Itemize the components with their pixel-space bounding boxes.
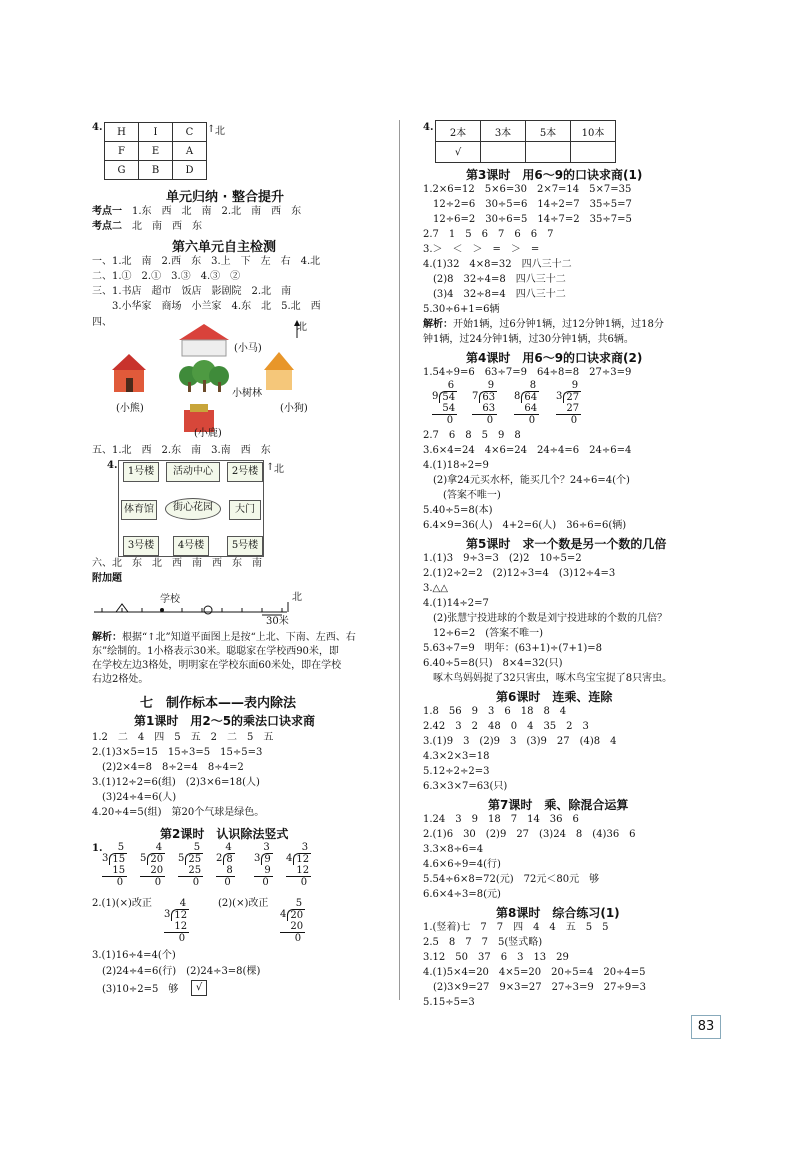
test-line-5: 四、 — [92, 317, 112, 328]
kaodian1-text: 1.东 西 北 南 2.北 南 西 东 — [132, 206, 302, 217]
r-line-10: 开始1辆，过6分钟1辆，过12分钟1辆，过18分 — [453, 319, 664, 330]
scale-label: 30米 — [266, 616, 289, 627]
test-line-7: 六、北 东 北 西 南 西 东 南 — [92, 558, 262, 569]
long-division — [178, 842, 203, 888]
kaodian1-label: 考点一 — [92, 206, 122, 217]
analysis-line-4: 右边2格处。 — [92, 674, 149, 685]
r-line-31: 3.(1)9 3 (2)9 3 (3)9 27 (4)8 4 — [423, 736, 617, 747]
r-line-25: 12÷6=2 (答案不唯一) — [423, 628, 544, 639]
l2-q3-line-3: (3)10÷2=5 够 — [92, 984, 179, 995]
test-line-4: 3.小华家 商场 小兰家 4.东 北 5.北 西 — [92, 301, 321, 312]
campus-q-label: 4. — [107, 460, 118, 471]
label-bear: (小熊) — [116, 403, 144, 414]
test-line-2: 二、1.① 2.① 3.③ 4.③ ② — [92, 271, 241, 282]
kaodian2-text: 北 南 西 东 — [132, 221, 202, 232]
books-cell: 10本 — [571, 121, 616, 142]
test-line-1: 一、1.北 南 2.西 东 3.上 下 左 右 4.北 — [92, 256, 321, 267]
r-line-38: 4.6×6÷9=4(行) — [423, 859, 501, 870]
r-line-6: 4.(1)32 4×8=32 四八三十二 — [423, 259, 572, 270]
campus-north-arrow-icon: ↑ — [266, 462, 275, 473]
div-quotient: 4 — [179, 898, 187, 909]
div-remainder: 0 — [116, 877, 124, 888]
books-cell: 5本 — [526, 121, 571, 142]
north-label: 北 — [215, 126, 225, 137]
grid-cell: A — [173, 142, 207, 161]
r-line-36: 2.(1)6 30 (2)9 27 (3)24 8 (4)36 6 — [423, 829, 636, 840]
div-divisor: 4 — [286, 853, 293, 864]
building-4: 4号楼 — [173, 536, 209, 556]
long-division — [556, 380, 581, 426]
div-dividend: 20 — [287, 909, 305, 921]
r-line-21: 2.(1)2÷2=2 (2)12÷3=4 (3)12÷4=3 — [423, 568, 616, 579]
div-quotient: 4 — [155, 842, 163, 853]
r-line-1: 1.2×6=12 5×6=30 2×7=14 5×7=35 — [423, 184, 632, 195]
r-line-7: (2)8 32÷4=8 四八三十二 — [423, 274, 566, 285]
div-divisor: 3 — [254, 853, 261, 864]
div-remainder: 0 — [570, 415, 578, 426]
grid-cell: H — [105, 123, 139, 142]
div-product: 12 — [286, 865, 311, 877]
books-cell — [481, 142, 526, 163]
long-division — [432, 380, 457, 426]
r-line-40: 6.6×4÷3=8(元) — [423, 889, 501, 900]
div-remainder: 0 — [294, 933, 302, 944]
div-dividend: 64 — [521, 391, 539, 403]
div-divisor: 9 — [432, 391, 439, 402]
div-divisor: 5 — [178, 853, 185, 864]
lesson4-title: 第4课时 用6～9的口诀求商(2) — [466, 351, 643, 365]
r-line-3: 12÷6=2 30÷6=5 14÷7=2 35÷7=5 — [423, 214, 632, 225]
label-deer: (小鹿) — [194, 428, 222, 439]
building-1: 1号楼 — [123, 462, 159, 482]
campus-north-label: 北 — [274, 464, 284, 475]
street-garden: 街心花园 — [165, 498, 221, 520]
div-remainder: 0 — [300, 877, 308, 888]
r-line-16: (2)拿24元买水杯，能买几个？24÷6=4(个) — [423, 475, 630, 486]
div-dividend: 54 — [439, 391, 457, 403]
lesson3-title: 第3课时 用6～9的口诀求商(1) — [466, 168, 643, 182]
label-horse: (小马) — [234, 343, 262, 354]
lesson8-title: 第8课时 综合练习(1) — [496, 906, 620, 920]
lesson1-title: 第1课时 用2～5的乘法口诀求商 — [134, 714, 316, 728]
div-divisor: 2 — [216, 853, 223, 864]
letter-grid — [104, 122, 207, 180]
r-line-18: 5.40÷5=8(本) — [423, 505, 493, 516]
div-dividend: 20 — [147, 853, 165, 865]
r-line-12: 1.54÷9=6 63÷7=9 64÷8=8 27÷3=9 — [423, 367, 632, 378]
div-quotient: 5 — [193, 842, 201, 853]
div-remainder: 0 — [192, 877, 200, 888]
div-product: 15 — [102, 865, 127, 877]
long-division — [216, 842, 235, 888]
r-line-33: 5.12÷2÷2=3 — [423, 766, 490, 777]
label-dog: (小狗) — [280, 403, 308, 414]
div-quotient: 6 — [447, 380, 455, 391]
long-division — [140, 842, 165, 888]
unit-test-title: 第六单元自主检测 — [172, 240, 277, 255]
div-quotient: 8 — [529, 380, 537, 391]
r-analysis-label: 解析： — [423, 319, 453, 330]
div-dividend: 27 — [563, 391, 581, 403]
r-line-32: 4.3×2×3=18 — [423, 751, 490, 762]
div-remainder: 0 — [224, 877, 231, 888]
div-product: 12 — [164, 921, 189, 933]
div-product: 54 — [432, 403, 457, 415]
r-line-5: 3.＞ ＜ ＞ = ＞ = — [423, 244, 540, 255]
l1-line-5: (3)24÷4=6(人) — [92, 792, 177, 803]
grid-cell: G — [105, 161, 139, 180]
r-line-45: (2)3×9=27 9×3=27 27÷3=9 27÷9=3 — [423, 982, 646, 993]
test-line-6: 五、1.北 西 2.东 南 3.南 西 东 — [92, 445, 271, 456]
school-label: 学校 — [160, 594, 180, 605]
div-dividend: 8 — [223, 853, 234, 865]
div-quotient: 9 — [571, 380, 579, 391]
line-north-label: 北 — [292, 592, 302, 603]
l1-line-3: (2)2×4=8 8÷2=4 8÷4=2 — [92, 762, 244, 773]
r-q4-label: 4. — [423, 122, 434, 133]
r-line-27: 6.40÷5=8(只) 8×4=32(只) — [423, 658, 563, 669]
books-table — [435, 120, 616, 163]
kaodian2-label: 考点二 — [92, 221, 122, 232]
lesson7-title: 第7课时 乘、除混合运算 — [488, 798, 629, 812]
r-line-35: 1.24 3 9 18 7 14 36 6 — [423, 814, 579, 825]
label-grove: 小树林 — [232, 388, 262, 399]
building-2: 2号楼 — [227, 462, 263, 482]
r-line-22: 3.△△ — [423, 583, 448, 594]
div-remainder: 0 — [486, 415, 494, 426]
map-north-label: 北 — [297, 322, 307, 333]
div-divisor: 5 — [140, 853, 147, 864]
r-line-23: 4.(1)14÷2=7 — [423, 598, 489, 609]
div-product: 20 — [280, 921, 305, 933]
r-line-4: 2.7 1 5 6 7 6 6 7 — [423, 229, 554, 240]
l2-q2a: 2.(1)(×)改正 — [92, 898, 152, 909]
div-dividend: 9 — [261, 853, 272, 865]
div-dividend: 25 — [185, 853, 203, 865]
books-cell: 3本 — [481, 121, 526, 142]
div-product: 64 — [514, 403, 539, 415]
div-product: 27 — [556, 403, 581, 415]
extra-question-title: 附加题 — [92, 573, 122, 584]
lesson6-title: 第6课时 连乘、连除 — [496, 690, 613, 704]
r-line-42: 2.5 8 7 7 5(竖式略) — [423, 937, 543, 948]
div-remainder: 0 — [446, 415, 454, 426]
div-product: 9 — [254, 865, 273, 877]
lesson2-title: 第2课时 认识除法竖式 — [160, 827, 289, 841]
long-division — [472, 380, 497, 426]
check-box: √ — [191, 980, 207, 996]
div-quotient: 5 — [295, 898, 303, 909]
number-line — [92, 602, 292, 622]
div-divisor: 7 — [472, 391, 479, 402]
analysis-label: 解析： — [92, 632, 122, 643]
r-line-17: (答案不唯一) — [423, 490, 501, 501]
div-dividend: 15 — [109, 853, 127, 865]
grid-cell: D — [173, 161, 207, 180]
r-line-44: 4.(1)5×4=20 4×5=20 20÷5=4 20÷4=5 — [423, 967, 646, 978]
div-divisor: 3 — [102, 853, 109, 864]
r-line-11: 钟1辆，过24分钟1辆，过30分钟1辆，共6辆。 — [423, 334, 634, 345]
grid-cell: C — [173, 123, 207, 142]
r-line-14: 3.6×4=24 4×6=24 24÷4=6 24÷6=4 — [423, 445, 632, 456]
r-line-2: 12÷2=6 30÷5=6 14÷2=7 35÷5=7 — [423, 199, 632, 210]
grid-cell: F — [105, 142, 139, 161]
r-line-41: 1.(竖着)七 7 7 四 4 4 五 5 5 — [423, 922, 609, 933]
books-cell — [571, 142, 616, 163]
grid-cell: B — [139, 161, 173, 180]
r-line-26: 5.63÷7=9 明年：(63+1)÷(7+1)=8 — [423, 643, 603, 654]
div-product: 63 — [472, 403, 497, 415]
div-remainder: 0 — [178, 933, 186, 944]
div-quotient: 9 — [487, 380, 495, 391]
r-line-9: 5.30÷6+1=6辆 — [423, 304, 500, 315]
l1-line-2: 2.(1)3×5=15 15÷3=5 15÷5=3 — [92, 747, 263, 758]
chapter7-title: 七 制作标本——表内除法 — [140, 696, 297, 711]
l2-q3-line-2: (2)24÷4=6(行) (2)24÷3=8(棵) — [92, 966, 261, 977]
div-remainder: 0 — [154, 877, 162, 888]
long-division — [280, 898, 305, 944]
long-division — [254, 842, 273, 888]
gym: 体育馆 — [121, 500, 157, 520]
long-division — [286, 842, 311, 888]
main-gate: 大门 — [229, 500, 261, 520]
l2-q2b: (2)(×)改正 — [218, 898, 269, 909]
analysis-line-2: 东”绘制的。1小格表示30米。聪聪家在学校西90米，即 — [92, 646, 339, 657]
div-divisor: 8 — [514, 391, 521, 402]
div-quotient: 3 — [263, 842, 270, 853]
l2-q3-line-1: 3.(1)16÷4=4(个) — [92, 950, 176, 961]
r-line-20: 1.(1)3 9÷3=3 (2)2 10÷5=2 — [423, 553, 582, 564]
div-divisor: 4 — [280, 909, 287, 920]
lesson5-title: 第5课时 求一个数是另一个数的几倍 — [466, 537, 667, 551]
l1-line-1: 1.2 二 4 四 5 五 2 二 5 五 — [92, 732, 274, 743]
l2-q1-label: 1. — [92, 843, 103, 854]
div-quotient: 3 — [301, 842, 309, 853]
div-product: 8 — [216, 865, 235, 877]
r-line-19: 6.4×9=36(人) 4+2=6(人) 36÷6=6(辆) — [423, 520, 627, 531]
q4-label: 4. — [92, 122, 103, 133]
r-line-30: 2.42 3 2 48 0 4 35 2 3 — [423, 721, 589, 732]
div-product: 25 — [178, 865, 203, 877]
analysis-line-1: 根据“↑北”知道平面图上是按“上北、下南、左西、右 — [122, 632, 356, 643]
test-line-3: 三、1.书店 超市 饭店 影剧院 2.北 南 — [92, 286, 292, 297]
div-quotient: 4 — [225, 842, 232, 853]
div-dividend: 12 — [171, 909, 189, 921]
books-cell — [526, 142, 571, 163]
page-number: 83 — [691, 1015, 721, 1039]
activity-center: 活动中心 — [166, 462, 220, 482]
books-check: √ — [436, 142, 481, 163]
books-cell: 2本 — [436, 121, 481, 142]
north-arrow-icon: ↑ — [207, 124, 216, 135]
div-divisor: 3 — [164, 909, 171, 920]
r-line-34: 6.3×3×7=63(只) — [423, 781, 508, 792]
div-dividend: 63 — [479, 391, 497, 403]
div-remainder: 0 — [262, 877, 269, 888]
div-remainder: 0 — [528, 415, 536, 426]
column-divider — [399, 120, 400, 1000]
r-line-15: 4.(1)18÷2=9 — [423, 460, 489, 471]
r-line-28: 啄木鸟妈妈捉了32只害虫，啄木鸟宝宝捉了8只害虫。 — [423, 673, 673, 684]
l1-line-4: 3.(1)12÷2=6(组) (2)3×6=18(人) — [92, 777, 260, 788]
r-line-39: 5.54÷6×8=72(元) 72元＜80元 够 — [423, 874, 600, 885]
grid-cell: E — [139, 142, 173, 161]
r-line-43: 3.12 50 37 6 3 13 29 — [423, 952, 569, 963]
long-division — [164, 898, 189, 944]
div-divisor: 3 — [556, 391, 563, 402]
div-dividend: 12 — [293, 853, 311, 865]
r-line-29: 1.8 56 9 3 6 18 8 4 — [423, 706, 567, 717]
building-5: 5号楼 — [227, 536, 263, 556]
grid-cell: I — [139, 123, 173, 142]
building-3: 3号楼 — [123, 536, 159, 556]
long-division — [102, 842, 127, 888]
l1-line-6: 4.20÷4=5(组) 第20个气球是绿色。 — [92, 807, 265, 818]
r-line-8: (3)4 32÷8=4 四八三十二 — [423, 289, 566, 300]
div-quotient: 5 — [117, 842, 125, 853]
long-division — [514, 380, 539, 426]
r-line-46: 5.15÷5=3 — [423, 997, 475, 1008]
r-line-13: 2.7 6 8 5 9 8 — [423, 430, 521, 441]
unit-summary-title: 单元归纳 · 整合提升 — [166, 190, 284, 205]
r-line-24: (2)张慧宁投进球的个数是刘宁投进球的个数的几倍？ — [423, 613, 668, 624]
r-line-37: 3.3×8÷6=4 — [423, 844, 484, 855]
div-product: 20 — [140, 865, 165, 877]
analysis-line-3: 在学校左边3格处，明明家在学校东面60米处，即在学校 — [92, 660, 342, 671]
